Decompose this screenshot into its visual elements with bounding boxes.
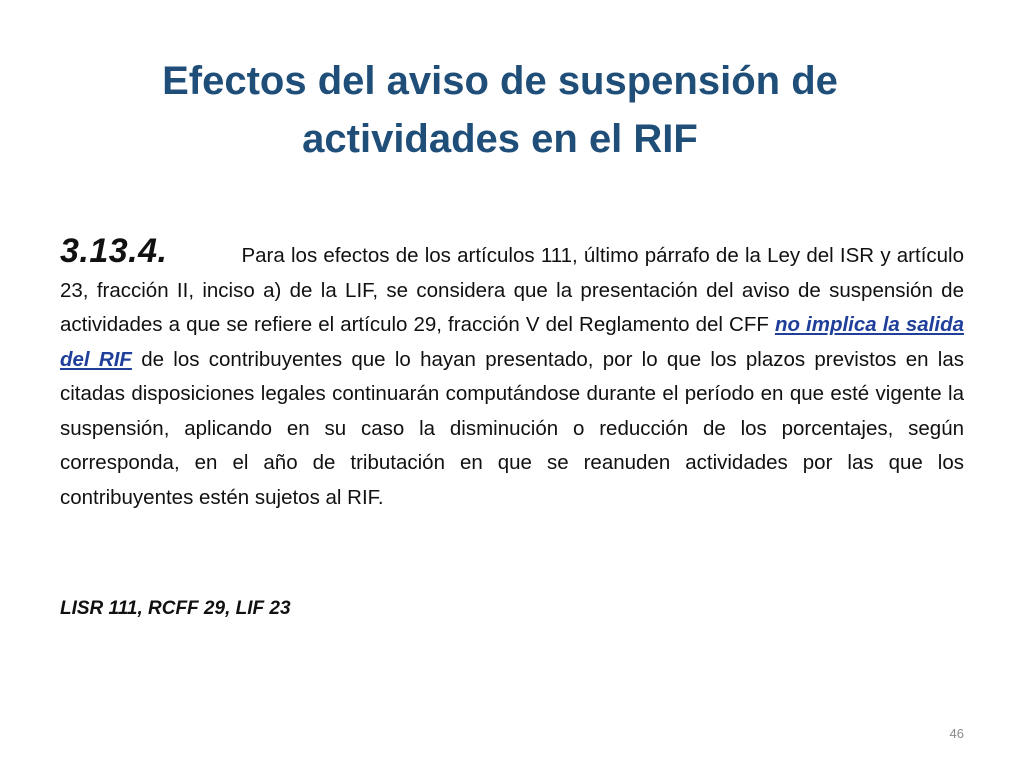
paragraph-text-after-link: de los contribuyentes que lo hayan presentado, por lo que los plazos previstos en las citadas disposiciones legales continuarán computándose durante el período en que esté vigente la suspensión, aplicando en su caso la disminución o reducción de los porcentajes, según corresponda, en el año de tributación en que se reanuden actividades por las que los contribuyentes estén sujetos al RIF. — [60, 347, 964, 509]
slide-title — [60, 52, 940, 168]
rule-number: 3.13.4. — [60, 232, 168, 270]
slide-title-line-2: actividades en el RIF — [302, 117, 698, 161]
paragraph-text-before-link: Para los efectos de los artículos 111, último párrafo de la Ley del ISR y artículo 23, fracción II, inciso a) de la LIF, se considera que la presentación del aviso de suspensión de actividades a que se refiere el artículo 29, fracción V del Reglamento del CFF — [60, 244, 964, 336]
page-number: 46 — [949, 726, 964, 741]
slide-title-line-1: Efectos del aviso de suspensión de — [162, 59, 838, 103]
legal-references: LISR 111, RCFF 29, LIF 23 — [60, 598, 291, 619]
rif-link[interactable]: no implica la salida del RIF — [60, 313, 964, 371]
rule-paragraph — [60, 232, 964, 515]
